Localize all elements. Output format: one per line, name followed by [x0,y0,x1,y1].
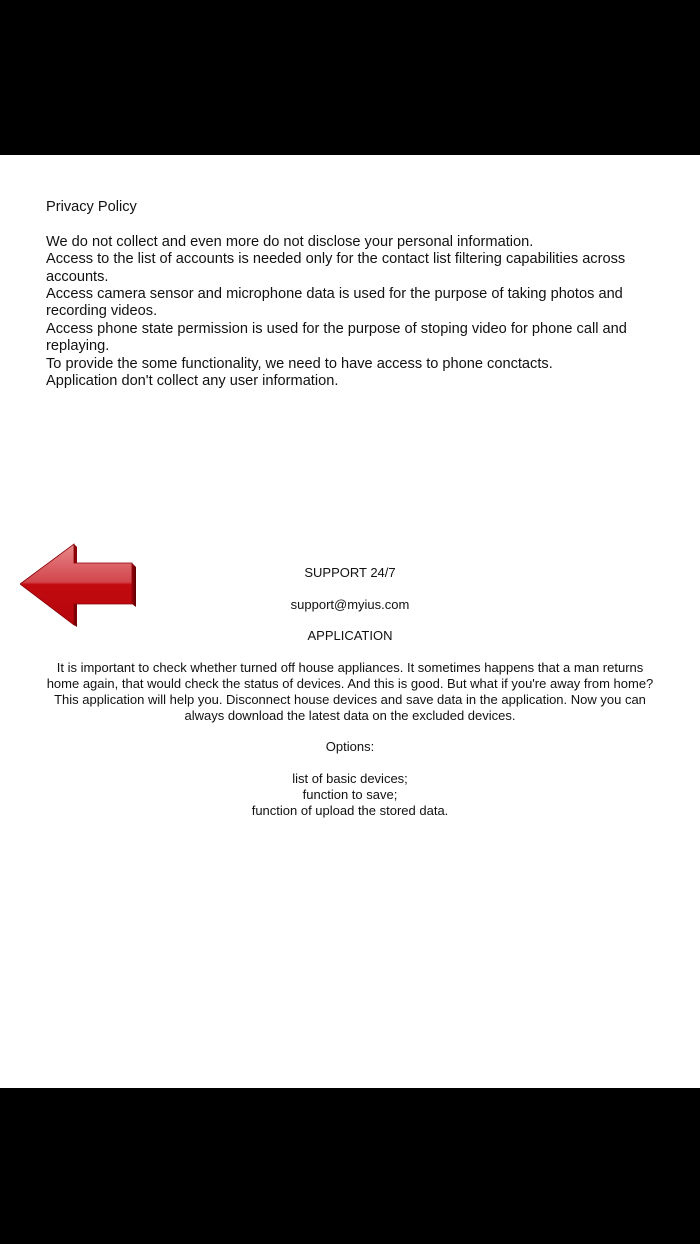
options-heading: Options: [325,739,375,754]
privacy-line: To provide the some functionality, we need to have access to phone conctacts. [46,355,553,372]
support-section [40,565,660,819]
privacy-policy-section [46,199,656,390]
support-email-link[interactable]: support@myius.com [290,596,410,612]
privacy-line: Access phone state permission is used for the purpose of stoping video for phone call and replaying. [46,320,627,355]
bottom-black-bar [0,1088,700,1244]
application-description: It is important to check whether turned off house appliances. It sometimes happens that a man returns home again, that would check the status of devices. And this is good. But what if you're away from home? This application will help you. Disconnect house devices and save data in the application. Now you can always download the latest data on the excluded devices. [46,659,654,723]
option-item: function to save; [302,786,398,802]
application-heading: APPLICATION [307,628,393,643]
privacy-policy-title: Privacy Policy [46,199,137,215]
top-black-bar [0,0,700,155]
page-content [0,155,700,1088]
privacy-line: Access to the list of accounts is needed only for the contact list filtering capabilities across accounts. [46,251,626,285]
privacy-line: Application don't collect any user information. [46,373,339,390]
option-item: function of upload the stored data. [251,802,449,818]
support-heading: SUPPORT 24/7 [304,565,396,580]
option-item: list of basic devices; [292,770,408,786]
privacy-line: We do not collect and even more do not disclose your personal information. [46,233,534,250]
privacy-line: Access camera sensor and microphone data is used for the purpose of taking photos and recording videos. [46,286,623,320]
